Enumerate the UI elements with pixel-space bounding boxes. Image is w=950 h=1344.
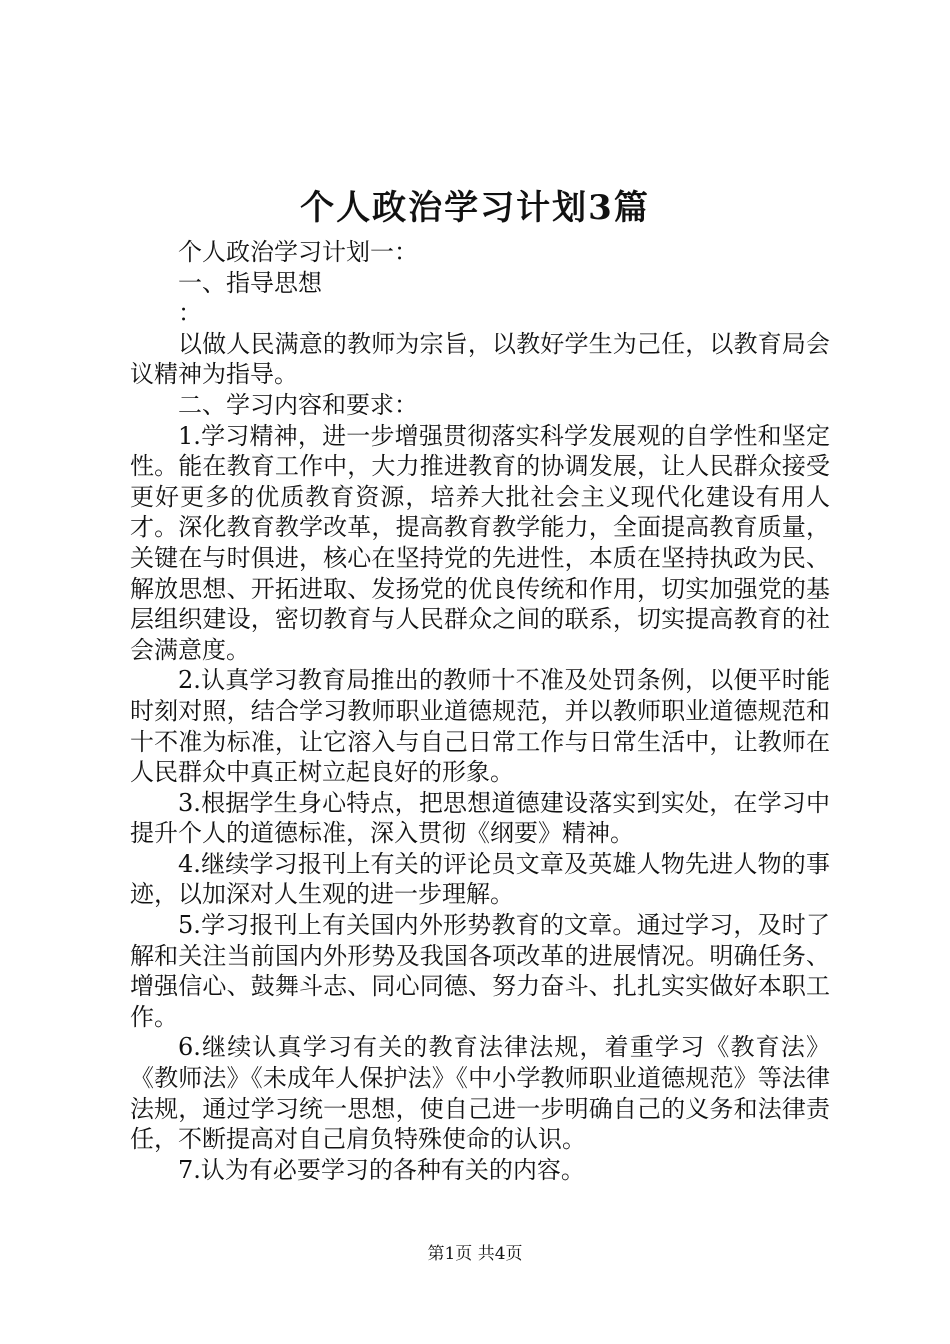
paragraph-section-guiding-thought: 一、指导思想 (178, 268, 322, 297)
document-title: 个人政治学习计划3篇 (300, 188, 650, 228)
page-footer: 第1页 共4页 (427, 1244, 523, 1264)
paragraph-item-4: 4.继续学习报刊上有关的评论员文章及英雄人物先进人物的事迹，以加深对人生观的进一步理解。 (130, 849, 830, 909)
paragraph-item-2: 2.认真学习教育局推出的教师十不准及处罚条例，以便平时能时刻对照，结合学习教师职业道德规范，并以教师职业道德规范和十不准为标准，让它溶入与自己日常工作与日常生活中，让教师在人民群众中真正树立起良好的形象。 (130, 666, 830, 787)
paragraph-item-3: 3.根据学生身心特点，把思想道德建设落实到实处，在学习中提升个人的道德标准，深入贯彻《纲要》精神。 (130, 788, 830, 848)
paragraph-item-1: 1.学习精神，进一步增强贯彻落实科学发展观的自学性和坚定性。能在教育工作中，大力推进教育的协调发展，让人民群众接受更好更多的优质教育资源，培养大批社会主义现代化建设有用人才。深化教育教学改革，提高教育教学能力，全面提高教育质量，关键在与时俱进，核心在坚持党的先进性，本质在坚持执政为民、解放思想、开拓进取、发扬党的优良传统和作用，切实加强党的基层组织建设，密切教育与人民群众之间的联系，切实提高教育的社会满意度。 (130, 421, 830, 664)
document-body (130, 237, 830, 1185)
paragraph-item-6: 6.继续认真学习有关的教育法律法规，着重学习《教育法》《教师法》《未成年人保护法》《中小学教师职业道德规范》等法律法规，通过学习统一思想，使自己进一步明确自己的义务和法律责任，不断提高对自己肩负特殊使命的认识。 (130, 1033, 830, 1154)
paragraph-colon: ： (178, 299, 202, 328)
paragraph-plan-heading: 个人政治学习计划一： (178, 238, 418, 266)
paragraph-section-content-requirements: 二、学习内容和要求： (178, 390, 418, 419)
paragraph-item-7: 7.认为有必要学习的各种有关的内容。 (178, 1155, 585, 1184)
paragraph-guiding-content: 以做人民满意的教师为宗旨，以教好学生为己任，以教育局会议精神为指导。 (130, 329, 830, 389)
paragraph-item-5: 5.学习报刊上有关国内外形势教育的文章。通过学习，及时了解和关注当前国内外形势及我国各项改革的进展情况。明确任务、增强信心、鼓舞斗志、同心同德、努力奋斗、扎扎实实做好本职工作。 (130, 911, 830, 1031)
